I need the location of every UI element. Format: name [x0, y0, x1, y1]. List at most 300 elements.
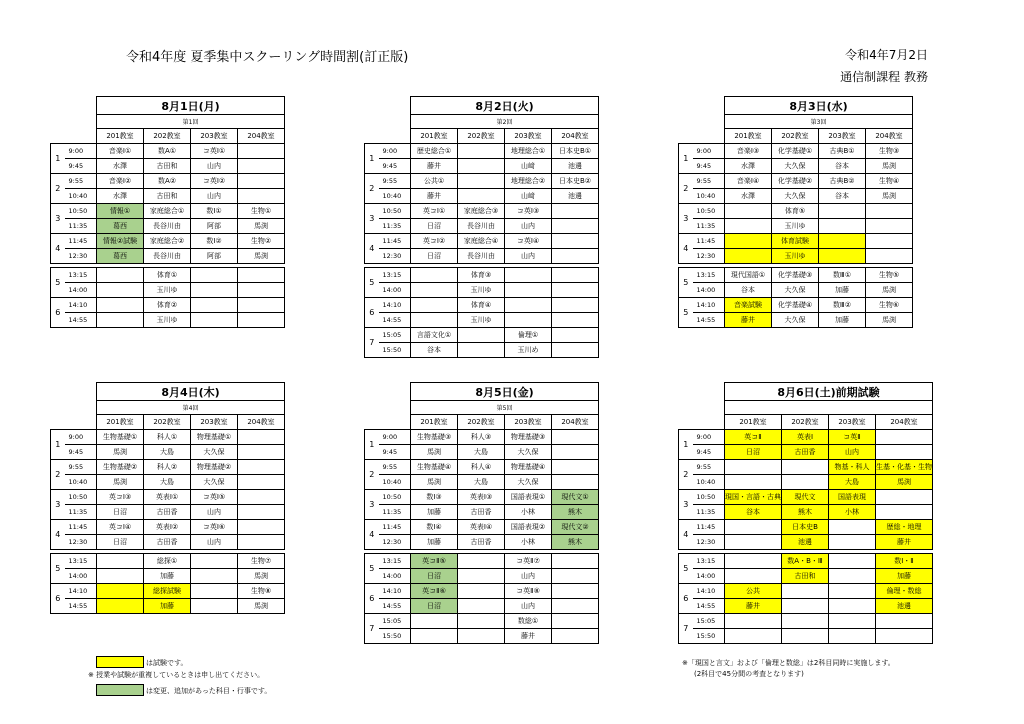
subject-cell: 国語表現 [829, 490, 876, 505]
teacher-cell: 池邊 [782, 535, 829, 550]
period-row-teacher [679, 599, 933, 614]
subject-cell [411, 298, 458, 313]
teacher-cell: 水澤 [725, 189, 772, 204]
period-start: 11:45 [65, 234, 97, 249]
room-header: 202教室 [772, 129, 819, 144]
teacher-cell: 玉川ゆ [772, 249, 819, 264]
teacher-cell: 池邊 [876, 599, 933, 614]
teacher-cell: 大島 [458, 445, 505, 460]
period-row-teacher [51, 219, 285, 234]
subject-cell: 歴総・地理 [876, 520, 933, 535]
subject-cell [819, 204, 866, 219]
period-row [51, 174, 285, 189]
period-start: 14:10 [65, 584, 97, 599]
period-end: 10:40 [379, 475, 411, 490]
period-row-teacher [679, 189, 913, 204]
period-row-teacher [365, 249, 599, 264]
subject-cell [876, 490, 933, 505]
teacher-cell [505, 283, 552, 298]
day-table-aug5 [364, 382, 599, 644]
period-number: 3 [679, 204, 693, 234]
period-row [679, 430, 933, 445]
subject-cell [191, 268, 238, 283]
teacher-cell: 藤井 [725, 599, 782, 614]
period-row [365, 584, 599, 599]
period-row [365, 460, 599, 475]
subject-cell: 音楽Ⅰ④ [725, 174, 772, 189]
room-header: 204教室 [876, 415, 933, 430]
period-row-teacher [365, 343, 599, 358]
teacher-cell [458, 159, 505, 174]
teacher-cell: 山内 [505, 569, 552, 584]
room-header: 201教室 [725, 415, 782, 430]
subject-cell [829, 520, 876, 535]
room-header: 202教室 [782, 415, 829, 430]
teacher-cell [552, 219, 599, 234]
period-start: 9:55 [693, 460, 725, 475]
day-table-aug3 [678, 96, 913, 328]
period-row-teacher [365, 475, 599, 490]
period-end: 10:40 [65, 189, 97, 204]
timetable [678, 96, 913, 328]
teacher-cell: 日沼 [725, 445, 782, 460]
teacher-cell [97, 283, 144, 298]
period-end: 10:40 [379, 189, 411, 204]
teacher-cell: 小林 [505, 505, 552, 520]
teacher-cell [411, 313, 458, 328]
period-start: 14:10 [693, 298, 725, 313]
period-number: 2 [679, 174, 693, 204]
subject-cell: 生物⑧ [238, 584, 285, 599]
period-number: 2 [365, 174, 379, 204]
subject-cell: 家庭総合④ [458, 234, 505, 249]
period-row-teacher [51, 159, 285, 174]
subject-cell: 生物② [238, 234, 285, 249]
subject-cell [238, 174, 285, 189]
teacher-cell [458, 569, 505, 584]
teacher-cell: 山内 [829, 445, 876, 460]
period-end: 15:50 [379, 343, 411, 358]
period-number: 3 [51, 490, 65, 520]
subject-cell: 公共 [725, 584, 782, 599]
subject-cell [411, 268, 458, 283]
period-start: 13:15 [379, 268, 411, 283]
subject-cell: 化学基礎② [772, 174, 819, 189]
period-end: 11:35 [379, 505, 411, 520]
period-row-teacher [679, 505, 933, 520]
period-start: 10:50 [379, 204, 411, 219]
teacher-cell: 馬渕 [866, 159, 913, 174]
teacher-cell [238, 535, 285, 550]
period-row-teacher [51, 189, 285, 204]
subject-cell [725, 460, 782, 475]
subject-cell: 生物⑤ [866, 268, 913, 283]
subject-cell: 数A・B・Ⅲ [782, 554, 829, 569]
period-number: 5 [365, 554, 379, 584]
period-row [679, 204, 913, 219]
period-end: 11:35 [379, 219, 411, 234]
teacher-cell: 古田和 [144, 159, 191, 174]
teacher-cell [238, 313, 285, 328]
subject-cell: 物理基礎② [191, 460, 238, 475]
teacher-cell: 馬渕 [866, 313, 913, 328]
day-table-aug4 [50, 382, 285, 614]
period-row-teacher [365, 629, 599, 644]
teacher-cell: 加藤 [411, 505, 458, 520]
teacher-cell [725, 219, 772, 234]
subject-cell [238, 430, 285, 445]
subject-cell: 現代文 [782, 490, 829, 505]
teacher-cell: 馬渕 [238, 599, 285, 614]
subject-cell: コ英Ⅰ④ [505, 234, 552, 249]
teacher-cell: 大久保 [191, 475, 238, 490]
subject-cell: 数A② [144, 174, 191, 189]
period-row [365, 490, 599, 505]
subject-cell [552, 614, 599, 629]
subject-cell: 生物基礎④ [411, 460, 458, 475]
teacher-cell: 山内 [505, 249, 552, 264]
period-row-teacher [51, 599, 285, 614]
teacher-cell: 葛西 [97, 219, 144, 234]
teacher-cell: 玉川ゆ [458, 283, 505, 298]
teacher-cell [191, 283, 238, 298]
period-row [365, 554, 599, 569]
subject-cell: 英コⅡ⑤ [411, 554, 458, 569]
teacher-cell: 阿部 [191, 249, 238, 264]
subject-cell: 生物基礎① [97, 430, 144, 445]
teacher-cell: 古田和 [782, 569, 829, 584]
teacher-cell [458, 629, 505, 644]
teacher-cell [829, 535, 876, 550]
subject-cell [866, 204, 913, 219]
subject-cell [97, 584, 144, 599]
period-end: 14:55 [65, 599, 97, 614]
teacher-cell [411, 629, 458, 644]
teacher-cell [552, 283, 599, 298]
subject-cell: 音楽Ⅰ③ [725, 144, 772, 159]
teacher-cell [191, 313, 238, 328]
subject-cell [191, 298, 238, 313]
subject-cell: 英コⅠ④ [97, 520, 144, 535]
teacher-cell [411, 283, 458, 298]
subject-cell: 音楽Ⅰ② [97, 174, 144, 189]
room-header: 203教室 [191, 129, 238, 144]
teacher-cell: 馬渕 [411, 445, 458, 460]
room-header: 202教室 [144, 415, 191, 430]
subject-cell: 古典B② [819, 174, 866, 189]
subject-cell [238, 460, 285, 475]
period-row-teacher [679, 159, 913, 174]
subject-cell [829, 614, 876, 629]
period-start: 9:00 [65, 430, 97, 445]
teacher-cell: 小林 [829, 505, 876, 520]
period-end: 10:40 [693, 475, 725, 490]
period-row [679, 298, 913, 313]
subject-cell: 英コⅠ① [411, 204, 458, 219]
subject-cell: 生物① [238, 204, 285, 219]
period-number: 7 [679, 614, 693, 644]
period-number: 7 [365, 614, 379, 644]
teacher-cell: 藤井 [725, 313, 772, 328]
period-row [51, 584, 285, 599]
teacher-cell: 加藤 [819, 283, 866, 298]
subject-cell [876, 430, 933, 445]
teacher-cell: 山内 [505, 599, 552, 614]
teacher-cell: 葛西 [97, 249, 144, 264]
subject-cell: 生物③ [866, 144, 913, 159]
subject-cell: 地理総合① [505, 144, 552, 159]
subject-cell: 数Ⅰ③ [411, 490, 458, 505]
subject-cell: コ英Ⅱ [829, 430, 876, 445]
teacher-cell: 馬渕 [876, 475, 933, 490]
period-row [679, 174, 913, 189]
subject-cell: 数A① [144, 144, 191, 159]
teacher-cell: 大久保 [772, 159, 819, 174]
teacher-cell: 大島 [144, 475, 191, 490]
period-start: 9:00 [693, 430, 725, 445]
period-row-teacher [365, 219, 599, 234]
teacher-cell: 藤井 [876, 535, 933, 550]
period-row-teacher [679, 629, 933, 644]
period-end: 9:45 [379, 159, 411, 174]
period-row-teacher [365, 535, 599, 550]
subject-cell: 物基・科人 [829, 460, 876, 475]
day-title: 8月5日(金) [411, 383, 599, 401]
teacher-cell: 山内 [505, 219, 552, 234]
subject-cell: 日本史B① [552, 144, 599, 159]
period-start: 9:55 [65, 460, 97, 475]
teacher-cell [552, 249, 599, 264]
period-start: 11:45 [65, 520, 97, 535]
subject-cell: 生物基礎② [97, 460, 144, 475]
teacher-cell [458, 599, 505, 614]
period-row-teacher [365, 189, 599, 204]
room-header: 204教室 [866, 129, 913, 144]
teacher-cell: 大島 [144, 445, 191, 460]
period-end: 9:45 [693, 445, 725, 460]
period-start: 13:15 [65, 554, 97, 569]
period-end: 14:00 [693, 283, 725, 298]
teacher-cell: 藤井 [411, 189, 458, 204]
period-start: 13:15 [693, 268, 725, 283]
subject-cell [238, 144, 285, 159]
period-row-teacher [365, 159, 599, 174]
teacher-cell: 熊木 [552, 535, 599, 550]
period-number: 2 [51, 460, 65, 490]
period-end: 11:35 [693, 505, 725, 520]
teacher-cell: 熊木 [782, 505, 829, 520]
subject-cell: コ英Ⅱ⑦ [505, 554, 552, 569]
period-number: 5 [679, 554, 693, 584]
period-number: 1 [365, 144, 379, 174]
subject-cell: 科人② [144, 460, 191, 475]
period-end: 14:55 [379, 599, 411, 614]
teacher-cell: 玉川ゆ [458, 313, 505, 328]
period-end: 12:30 [693, 535, 725, 550]
subject-cell: 現代文① [552, 490, 599, 505]
period-end: 11:35 [693, 219, 725, 234]
subject-cell: 英表Ⅰ② [144, 520, 191, 535]
teacher-cell [725, 535, 782, 550]
period-start: 11:45 [379, 520, 411, 535]
legend-changed-text: は変更、追加があった科目・行事です。 [146, 687, 272, 695]
period-row-teacher [51, 569, 285, 584]
subject-cell [97, 554, 144, 569]
teacher-cell: 玉川め [505, 343, 552, 358]
room-header: 201教室 [411, 415, 458, 430]
period-end: 14:00 [65, 283, 97, 298]
teacher-cell: 玉川ゆ [144, 283, 191, 298]
period-row [51, 430, 285, 445]
subject-cell: 生物基礎③ [411, 430, 458, 445]
teacher-cell: 加藤 [411, 535, 458, 550]
teacher-cell: 日沼 [97, 505, 144, 520]
period-number: 5 [51, 554, 65, 584]
period-row [679, 520, 933, 535]
day-title: 8月4日(木) [97, 383, 285, 401]
period-row [679, 554, 933, 569]
teacher-cell: 山﨑 [505, 159, 552, 174]
period-start: 14:10 [65, 298, 97, 313]
subject-cell: 日本史B② [552, 174, 599, 189]
subject-cell [552, 204, 599, 219]
teacher-cell: 長谷川由 [458, 219, 505, 234]
teacher-cell: 谷本 [725, 505, 782, 520]
teacher-cell [552, 569, 599, 584]
subject-cell [552, 430, 599, 445]
period-start: 9:55 [379, 460, 411, 475]
period-number: 1 [51, 144, 65, 174]
room-header: 201教室 [725, 129, 772, 144]
subject-cell: コ英Ⅰ⑤ [191, 490, 238, 505]
subject-cell: 言語文化① [411, 328, 458, 343]
subject-cell: 情報① [97, 204, 144, 219]
teacher-cell: 大久保 [505, 475, 552, 490]
period-start: 9:55 [65, 174, 97, 189]
teacher-cell [238, 189, 285, 204]
timetable [50, 96, 285, 328]
subject-cell [238, 268, 285, 283]
subject-cell [552, 554, 599, 569]
teacher-cell: 古田香 [144, 535, 191, 550]
teacher-cell: 水澤 [97, 159, 144, 174]
period-row-teacher [51, 535, 285, 550]
period-start: 9:00 [379, 144, 411, 159]
teacher-cell [458, 189, 505, 204]
subject-cell [725, 614, 782, 629]
period-row [51, 144, 285, 159]
subject-cell: 数Ⅰ④ [411, 520, 458, 535]
period-row-teacher [679, 219, 913, 234]
teacher-cell: 古田香 [458, 505, 505, 520]
period-end: 12:30 [379, 249, 411, 264]
room-header: 203教室 [505, 129, 552, 144]
day-table-aug1 [50, 96, 285, 328]
issue-date: 令和4年7月2日 [845, 48, 928, 62]
teacher-cell: 藤井 [505, 629, 552, 644]
session-label: 第2回 [411, 115, 599, 129]
subject-cell: 国語表現② [505, 520, 552, 535]
period-row [365, 430, 599, 445]
period-start: 9:00 [65, 144, 97, 159]
room-header: 203教室 [191, 415, 238, 430]
teacher-cell [238, 505, 285, 520]
period-end: 12:30 [379, 535, 411, 550]
teacher-cell: 馬渕 [238, 249, 285, 264]
teacher-cell [829, 599, 876, 614]
timetable [50, 382, 285, 614]
subject-cell: 英コⅡ⑥ [411, 584, 458, 599]
teacher-cell [552, 629, 599, 644]
subject-cell [819, 234, 866, 249]
teacher-cell [876, 445, 933, 460]
session-label [725, 401, 933, 415]
subject-cell: 生基・化基・生物 [876, 460, 933, 475]
period-row [365, 144, 599, 159]
subject-cell: 物理基礎③ [505, 430, 552, 445]
period-row-teacher [679, 445, 933, 460]
teacher-cell [505, 313, 552, 328]
period-number: 1 [679, 430, 693, 460]
period-number: 2 [365, 460, 379, 490]
period-number: 1 [679, 144, 693, 174]
teacher-cell [97, 313, 144, 328]
subject-cell: コ英Ⅰ② [191, 174, 238, 189]
period-start: 9:00 [693, 144, 725, 159]
teacher-cell [552, 313, 599, 328]
teacher-cell: 小林 [505, 535, 552, 550]
period-end: 14:55 [65, 313, 97, 328]
period-end: 14:00 [65, 569, 97, 584]
period-row-teacher [365, 599, 599, 614]
subject-cell: 現代文② [552, 520, 599, 535]
teacher-cell: 阿部 [191, 219, 238, 234]
period-row-teacher [679, 475, 933, 490]
subject-cell [238, 298, 285, 313]
period-number: 4 [365, 520, 379, 550]
period-end: 10:40 [693, 189, 725, 204]
teacher-cell: 水澤 [725, 159, 772, 174]
teacher-cell: 玉川ゆ [144, 313, 191, 328]
period-row [51, 554, 285, 569]
period-row [365, 614, 599, 629]
period-number: 3 [51, 204, 65, 234]
period-number: 2 [51, 174, 65, 204]
period-start: 14:10 [693, 584, 725, 599]
period-start: 10:50 [693, 204, 725, 219]
period-row [365, 174, 599, 189]
day-table-aug2 [364, 96, 599, 358]
period-start: 9:00 [379, 430, 411, 445]
period-end: 12:30 [65, 249, 97, 264]
teacher-cell: 古田香 [458, 535, 505, 550]
teacher-cell: 古田香 [144, 505, 191, 520]
subject-cell: 英表Ⅰ① [144, 490, 191, 505]
period-end: 14:00 [693, 569, 725, 584]
period-number: 1 [51, 430, 65, 460]
period-start: 10:50 [65, 490, 97, 505]
period-start: 10:50 [65, 204, 97, 219]
period-start: 11:45 [693, 234, 725, 249]
subject-cell [782, 614, 829, 629]
period-end: 9:45 [65, 159, 97, 174]
subject-cell [458, 614, 505, 629]
period-row [365, 268, 599, 283]
subject-cell [552, 460, 599, 475]
subject-cell [505, 268, 552, 283]
subject-cell: 生物④ [866, 174, 913, 189]
room-header: 202教室 [458, 129, 505, 144]
